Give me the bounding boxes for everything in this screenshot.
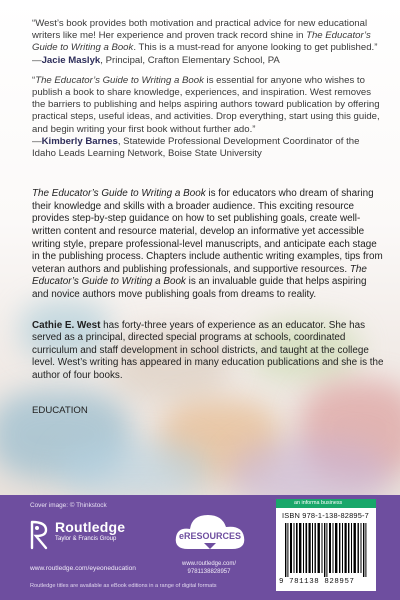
quote-text: “West’s book provides both motivation and practical advice for new educational writers like me! Her experience and proven track record shine in The Educator’s Guide to Writing a Book. This is a must-read for anyone looking to get published.” xyxy=(32,18,378,54)
author-bio: Cathie E. West has forty-three years of experience as an educator. She has served as a principal, directed special programs at schools, coordinated curriculum and staff development in school districts, and taught at the college level. West’s writing has appeared in many education publications and she is the author of four books. xyxy=(32,319,384,381)
publisher-website[interactable]: www.routledge.com/eyeoneducation xyxy=(30,565,136,572)
barcode-digits: 9 781138 828957 xyxy=(279,578,355,586)
publisher-logo xyxy=(28,520,125,550)
publisher-group: Taylor & Francis Group xyxy=(55,536,117,542)
routledge-logo-icon xyxy=(28,520,50,550)
isbn-number: ISBN 978-1-138-82895-7 xyxy=(282,511,369,520)
cover-credit: Cover image: © Thinkstock xyxy=(30,502,107,509)
publisher-name: Routledge xyxy=(55,519,126,535)
back-cover-text xyxy=(32,18,384,417)
quote-attribution: —Jacie Maslyk, Principal, Crafton Elementary School, PA xyxy=(32,54,280,66)
eresources-url[interactable]: www.routledge.com/ 9781138828957 xyxy=(181,561,237,575)
isbn-barcode-box xyxy=(276,508,376,591)
barcode-icon xyxy=(285,523,369,577)
publisher-footer xyxy=(0,495,400,600)
quote-attribution: —Kimberly Barnes, Statewide Professional Development Coordinator of the Idaho Leads Learning Network, Boise State University xyxy=(32,135,360,160)
endorsement-quote xyxy=(32,18,384,67)
ebook-notice: Routledge titles are available as eBook editions in a range of digital formats xyxy=(30,583,217,589)
eresources-label: eRESOURCES xyxy=(178,531,242,541)
subject-category: EDUCATION xyxy=(32,404,88,416)
endorsement-quote xyxy=(32,75,384,160)
quote-text: “The Educator’s Guide to Writing a Book is essential for anyone who wishes to publish a book to share knowledge, experiences, and inspiration. West removes the barriers to publishing and helps aspiring authors toward publication by offering practical steps, useful ideas, and activities. Drop everything, start using this guide, and begin writing your first book without further ado.” xyxy=(32,74,380,135)
eresources-cloud-icon xyxy=(170,503,250,563)
informa-badge: an informa business xyxy=(276,499,376,508)
book-description: The Educator’s Guide to Writing a Book is for educators who dream of sharing their knowledge and skills with a broader audience. This exciting resource provides step-by-step guidance on how to set publishing goals, create well-written content and resource material, develop an informative yet accessible writing style, prepare professional-level manuscripts, and anticipate each stage in the publishing process. Chapters include authentic writing examples, tips from veteran authors and publishing professionals, and supportive resources. The Educator’s Guide to Writing a Book is an invaluable guide that helps aspiring and novice authors move publishing goals from dreams to reality. xyxy=(32,188,383,300)
